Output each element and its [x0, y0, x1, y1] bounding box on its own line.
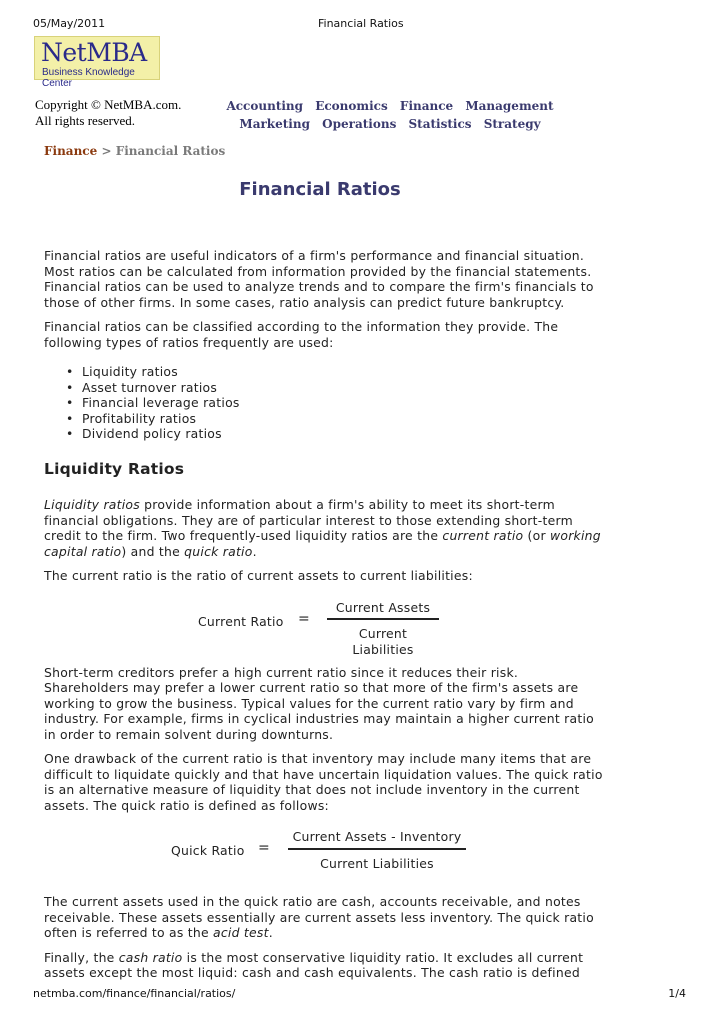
breadcrumb-current: Financial Ratios [115, 144, 226, 158]
formula-numerator: Current Assets - Inventory [292, 829, 462, 844]
formula-fraction [327, 600, 439, 658]
term-quick-ratio: quick ratio [184, 543, 253, 559]
text-run: (or [523, 528, 550, 543]
liquidity-paragraph-3: Short-term creditors prefer a high current ratio since it reduces their risk. Shareholders may prefer a lower current ratio so that more of the firm's assets are working to grow the business. Typical values for the current ratio vary by firm and industry. For example, firms in cyclical industries may maintain a higher current ratio in order to remain solvent during downturns. [44, 664, 594, 742]
nav-link-strategy[interactable]: Strategy [483, 117, 541, 131]
quick-ratio-formula [44, 829, 604, 881]
list-item: • Dividend policy ratios [64, 426, 604, 442]
formula-numerator: Current Assets [335, 599, 431, 615]
list-item: • Asset turnover ratios [64, 380, 604, 396]
text-run: ) and the [121, 543, 185, 559]
formula-lhs: Quick Ratio [171, 843, 245, 858]
term-liquidity-ratios: Liquidity ratios [44, 497, 140, 512]
print-date: 05/May/2011 [33, 17, 106, 30]
formula-denominator: Current Liabilities [320, 855, 434, 871]
logo-brand: NetMBA [41, 38, 147, 67]
copyright-line-2: All rights reserved. [35, 113, 136, 128]
term-current-ratio: current ratio [442, 528, 524, 543]
term-acid-test: acid test [213, 925, 269, 940]
liquidity-paragraph-5 [44, 894, 604, 941]
formula-fraction [288, 829, 466, 871]
breadcrumb-finance-link[interactable]: Finance [44, 144, 98, 158]
print-header [33, 17, 686, 31]
current-ratio-formula [44, 599, 604, 657]
breadcrumb-separator: > [101, 144, 112, 158]
text-run: is the most conservative liquidity ratio. It excludes all current assets except the most liquid: cash and cash equivalents. The cash ratio is defined [44, 949, 584, 980]
page-number: 1/4 [668, 987, 686, 1000]
breadcrumb [44, 144, 225, 158]
liquidity-paragraph-4: One drawback of the current ratio is that inventory may include many items that are difficult to liquidate quickly and that have uncertain liquidation values. The quick ratio is an alternative measure of liquidity that does not include inventory in the current assets. The quick ratio is defined as follows: [44, 751, 603, 813]
formula-lhs: Current Ratio [198, 613, 284, 629]
formula-equals: = [258, 840, 270, 856]
text-run: . [252, 543, 257, 559]
text-run: provide information about a firm's ability to meet its short-term financial obligations. They are of particular interest to those extending short-term credit to the firm. Two frequently-used liquidity ratios are the [44, 497, 573, 543]
nav-link-finance[interactable]: Finance [399, 99, 454, 113]
formula-equals: = [298, 610, 310, 627]
formula-denominator: Current Liabilities [352, 626, 414, 657]
nav-row-1 [220, 97, 560, 115]
article-body [44, 248, 604, 990]
list-item: • Liquidity ratios [64, 364, 604, 380]
copyright-line-1: Copyright © NetMBA.com. [35, 97, 182, 112]
text-run: . [268, 925, 273, 940]
nav-link-operations[interactable]: Operations [322, 117, 397, 131]
liquidity-paragraph-6 [44, 950, 604, 981]
ratio-types-list [64, 364, 604, 442]
print-footer [33, 987, 686, 1000]
intro-paragraph-1: Financial ratios are useful indicators of a firm's performance and financial situation. Most ratios can be calculated from information provided by the financial statements. Financial ratios can be used to analyze trends and to compare the firm's financials to those of other firms. In some cases, ratio analysis can predict future bankruptcy. [44, 248, 594, 310]
nav-link-statistics[interactable]: Statistics [408, 117, 472, 131]
liquidity-paragraph-1 [44, 497, 604, 559]
intro-paragraph-2: Financial ratios can be classified according to the information they provide. The following types of ratios frequently are used: [44, 319, 559, 350]
text-run: The current assets used in the quick ratio are cash, accounts receivable, and notes receivable. These assets essentially are current assets less inventory. The quick ratio often is referred to as the [44, 894, 594, 940]
copyright-notice [35, 97, 181, 129]
print-doc-title: Financial Ratios [318, 17, 404, 30]
page-title: Financial Ratios [239, 179, 401, 200]
list-item: • Profitability ratios [64, 411, 604, 427]
nav-link-accounting[interactable]: Accounting [226, 99, 304, 113]
netmba-logo[interactable] [34, 36, 160, 89]
top-navigation [220, 97, 560, 133]
logo-tagline: Business Knowledge Center [42, 67, 135, 89]
nav-link-economics[interactable]: Economics [315, 99, 388, 113]
text-run: Finally, the [44, 949, 119, 965]
liquidity-paragraph-2: The current ratio is the ratio of current assets to current liabilities: [44, 568, 473, 583]
nav-link-marketing[interactable]: Marketing [239, 117, 310, 131]
list-item: • Financial leverage ratios [64, 395, 604, 411]
term-cash-ratio: cash ratio [118, 949, 183, 965]
nav-row-2 [220, 115, 560, 133]
term-working-capital-ratio: working capital ratio [44, 528, 601, 559]
liquidity-heading: Liquidity Ratios [44, 459, 185, 478]
footer-url: netmba.com/finance/financial/ratios/ [33, 987, 236, 1000]
nav-link-management[interactable]: Management [465, 99, 554, 113]
